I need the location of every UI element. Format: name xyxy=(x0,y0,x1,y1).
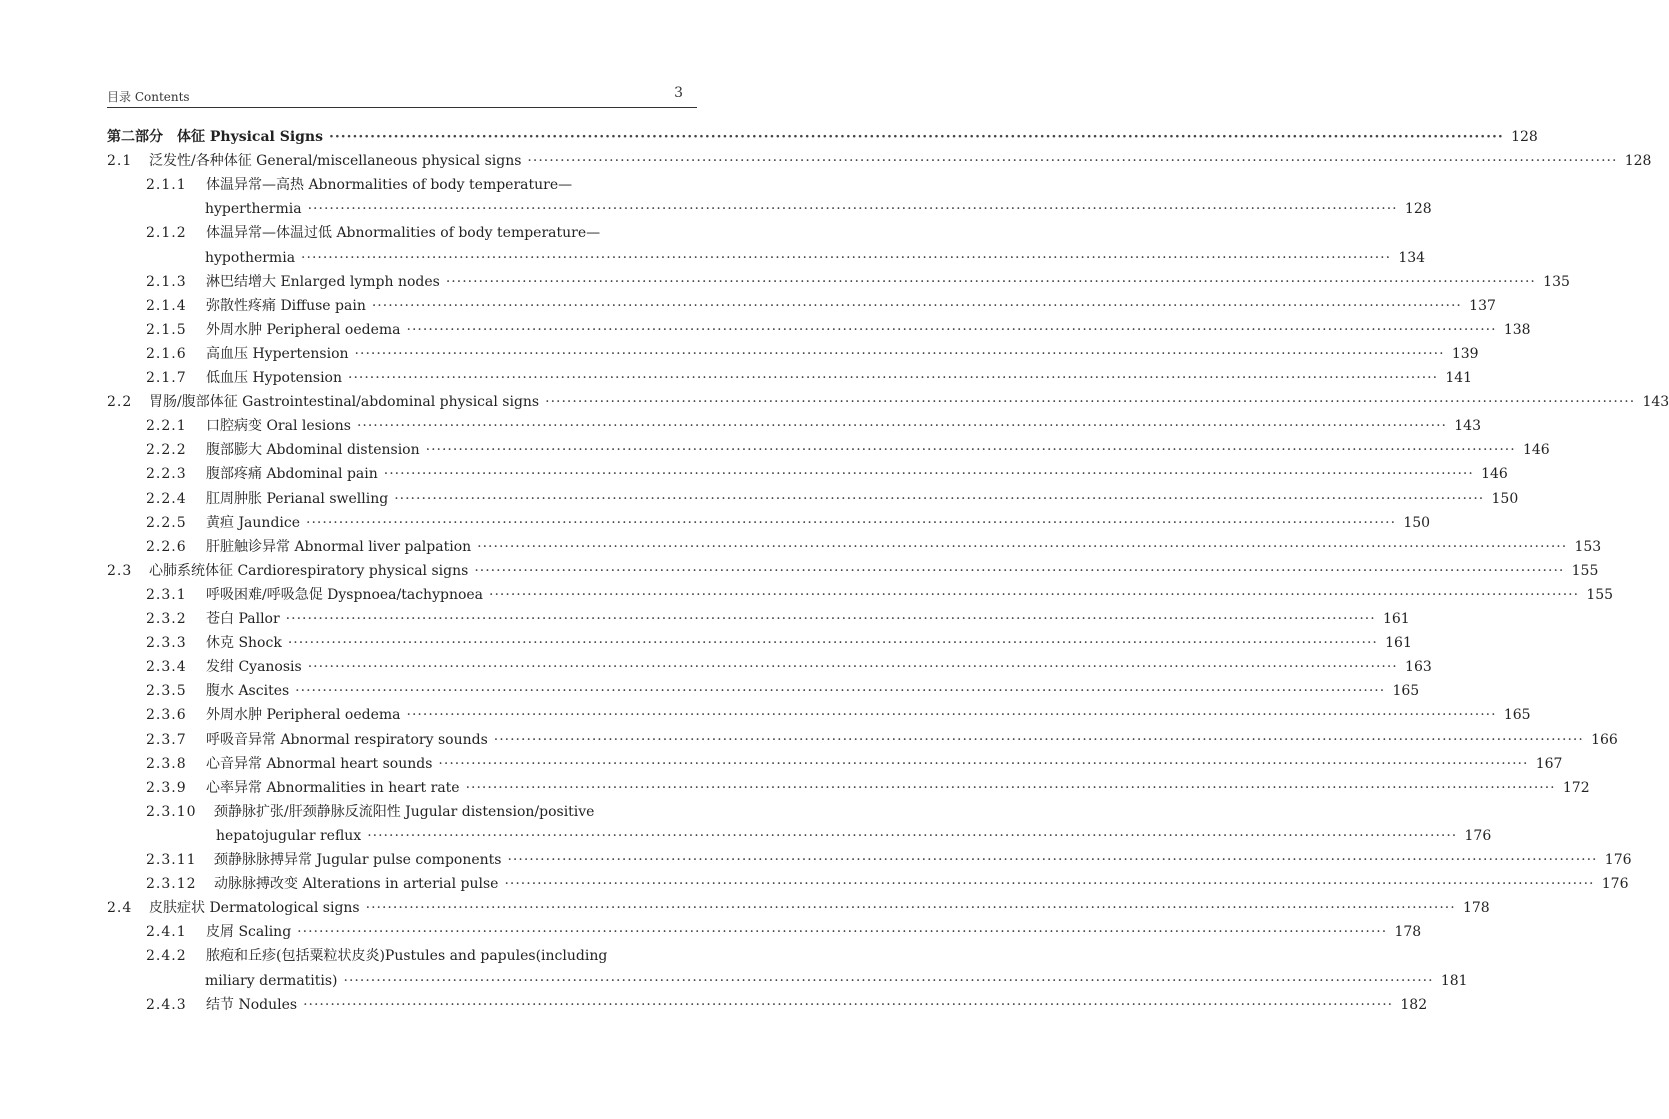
toc-entry xyxy=(146,777,1590,799)
toc-entry-title: 心肺系统体征 Cardiorespiratory physical signs xyxy=(149,563,469,579)
toc-entry-title: 呼吸困难/呼吸急促 Dyspnoea/tachypnoea xyxy=(206,587,484,603)
toc-entry-page: 153 xyxy=(1574,539,1602,555)
toc-entry-page: 176 xyxy=(1604,852,1632,868)
toc-entry xyxy=(107,150,1652,172)
toc-entry-number: 2.3.6 xyxy=(146,707,187,723)
toc-entry-page: 139 xyxy=(1451,346,1479,362)
toc-entry-title: 苍白 Pallor xyxy=(206,611,280,627)
toc-entry-title: 淋巴结增大 Enlarged lymph nodes xyxy=(206,274,440,290)
dot-leader: ········································································································································································································ xyxy=(303,997,1394,1013)
toc-entry-title: hyperthermia xyxy=(205,201,302,217)
dot-leader: ········································································································································································································ xyxy=(477,539,1568,555)
toc-entry xyxy=(146,584,1614,606)
dot-leader: ········································································································································································································ xyxy=(527,153,1618,169)
toc-entry-page: 143 xyxy=(1454,418,1481,434)
dot-leader: ········································································································································································································ xyxy=(383,466,1474,482)
toc-entry-title: 心率异常 Abnormalities in heart rate xyxy=(206,780,460,796)
toc-entry-number: 2.2.5 xyxy=(146,515,187,531)
dot-leader: ········································································································································································································ xyxy=(545,394,1636,410)
toc-entry-page: 167 xyxy=(1535,756,1563,772)
toc-entry-number: 2.3.8 xyxy=(146,756,187,772)
toc-entry-title: 皮屑 Scaling xyxy=(206,924,292,940)
toc-entry xyxy=(146,271,1570,293)
toc-entry-number: 2.3.9 xyxy=(146,780,187,796)
toc-entry xyxy=(146,632,1412,654)
dot-leader: ········································································································································································································ xyxy=(348,370,1439,386)
toc-entry-number: 2.3.1 xyxy=(146,587,187,603)
toc-entry-page: 128 xyxy=(1511,129,1538,145)
toc-entry-number: 2.1.7 xyxy=(146,370,187,386)
dot-leader: ········································································································································································································ xyxy=(474,563,1565,579)
toc-entry-page: 141 xyxy=(1445,370,1473,386)
dot-leader: ········································································································································································································ xyxy=(406,707,1497,723)
toc-entry-title: 发绀 Cyanosis xyxy=(206,659,302,675)
toc-entry-number: 2.2.1 xyxy=(146,418,187,434)
dot-leader: ········································································································································································································ xyxy=(367,828,1458,844)
toc-entry-number: 2.2.2 xyxy=(146,442,187,458)
toc-entry-title: 动脉脉搏改变 Alterations in arterial pulse xyxy=(214,876,499,892)
toc-entry xyxy=(146,656,1432,678)
dot-leader: ········································································································································································································ xyxy=(297,924,1388,940)
dot-leader: ········································································································································································································ xyxy=(438,756,1529,772)
toc-part-heading xyxy=(107,126,1538,148)
toc-entry-title: 颈静脉扩张/肝颈静脉反流阳性 Jugular distension/positive xyxy=(214,804,595,820)
toc-entry-page: 163 xyxy=(1405,659,1432,675)
toc-entry-title: hepatojugular reflux xyxy=(216,828,362,844)
toc-entry xyxy=(146,343,1479,365)
dot-leader: ········································································································································································································ xyxy=(356,418,1447,434)
toc-entry xyxy=(146,680,1420,702)
toc-entry xyxy=(146,512,1431,534)
toc-entry-number: 2.1 xyxy=(107,153,133,169)
toc-entry-title: 呼吸音异常 Abnormal respiratory sounds xyxy=(206,732,488,748)
toc-entry-page: 150 xyxy=(1403,515,1431,531)
toc-entry-title: 腹部膨大 Abdominal distension xyxy=(206,442,420,458)
toc-entry-number: 2.2.6 xyxy=(146,539,187,555)
toc-entry-page: 146 xyxy=(1522,442,1550,458)
toc-entry xyxy=(146,704,1531,726)
dot-leader: ········································································································································································································ xyxy=(295,683,1386,699)
toc-entry-number: 2.3.11 xyxy=(146,852,197,868)
toc-entry-number: 2.2 xyxy=(107,394,133,410)
toc-entry-page: 143 xyxy=(1642,394,1669,410)
dot-leader: ········································································································································································································ xyxy=(394,491,1485,507)
toc-entry-title: 脓疱和丘疹(包括粟粒状皮炎)Pustules and papules(including xyxy=(206,948,608,964)
dot-leader: ········································································································································································································ xyxy=(285,611,1376,627)
toc-entry-title: 结节 Nodules xyxy=(206,997,298,1013)
toc-entry-number: 2.1.2 xyxy=(146,225,187,241)
toc-entry xyxy=(146,801,697,823)
toc-entry-number: 2.1.3 xyxy=(146,274,187,290)
toc-entry-title: 黄疸 Jaundice xyxy=(206,515,301,531)
toc-entry xyxy=(216,825,1492,847)
toc-entry xyxy=(146,921,1422,943)
toc-entry-number: 2.1.1 xyxy=(146,177,187,193)
toc-entry-number: 2.3.12 xyxy=(146,876,197,892)
toc-entry-title: 体温异常—体温过低 Abnormalities of body temperature— xyxy=(206,225,601,241)
toc-entry-page: 128 xyxy=(1624,153,1652,169)
dot-leader: ········································································································································································································ xyxy=(301,250,1392,266)
header-title: 目录 Contents xyxy=(107,90,190,104)
toc-entry-number: 2.3 xyxy=(107,563,133,579)
toc-entry-page: 172 xyxy=(1562,780,1590,796)
toc-entry-page: 146 xyxy=(1481,466,1508,482)
toc-entry-number: 2.3.2 xyxy=(146,611,187,627)
toc-entry-page: 176 xyxy=(1464,828,1492,844)
toc-entry-title: miliary dermatitis) xyxy=(205,973,338,989)
toc-entry-number: 2.4.3 xyxy=(146,997,187,1013)
toc-entry xyxy=(146,439,1550,461)
dot-leader: ········································································································································································································ xyxy=(493,732,1584,748)
toc-entry xyxy=(205,970,1468,992)
toc-entry xyxy=(146,753,1563,775)
toc-entry xyxy=(146,367,1473,389)
dot-leader: ········································································································································································································ xyxy=(504,876,1595,892)
toc-entry xyxy=(146,729,1618,751)
toc-entry-number: 2.4.2 xyxy=(146,948,187,964)
toc-entry-number: 2.2.3 xyxy=(146,466,187,482)
toc-entry-page: 165 xyxy=(1503,707,1531,723)
toc-entry xyxy=(146,849,1632,871)
toc-entry xyxy=(146,415,1481,437)
toc-entry-page: 137 xyxy=(1469,298,1496,314)
toc-entry-title: 弥散性疼痛 Diffuse pain xyxy=(206,298,366,314)
toc-entry xyxy=(146,174,697,196)
toc-entry xyxy=(146,222,697,244)
toc-entry-title: 口腔病变 Oral lesions xyxy=(206,418,351,434)
toc-entry-number: 2.3.3 xyxy=(146,635,187,651)
dot-leader: ········································································································································································································ xyxy=(371,298,1462,314)
dot-leader: ········································································································································································································ xyxy=(287,635,1378,651)
toc-entry-page: 155 xyxy=(1586,587,1614,603)
toc-entry-number: 2.3.7 xyxy=(146,732,187,748)
toc-entry-title: 皮肤症状 Dermatological signs xyxy=(149,900,360,916)
toc-entry-page: 181 xyxy=(1440,973,1468,989)
toc-entry-title: 泛发性/各种体征 General/miscellaneous physical signs xyxy=(149,153,522,169)
toc-entry-number: 2.1.5 xyxy=(146,322,187,338)
dot-leader: ········································································································································································································ xyxy=(343,973,1434,989)
toc-entry xyxy=(146,463,1508,485)
toc-entry-page: 165 xyxy=(1392,683,1420,699)
toc-entry-title: 休克 Shock xyxy=(206,635,282,651)
toc-entry xyxy=(205,198,1432,220)
dot-leader: ········································································································································································································ xyxy=(307,201,1398,217)
toc-entry-title: 高血压 Hypertension xyxy=(206,346,349,362)
toc-entry-title: hypothermia xyxy=(205,250,296,266)
toc-entry-title: 颈静脉脉搏异常 Jugular pulse components xyxy=(214,852,502,868)
dot-leader: ········································································································································································································ xyxy=(307,659,1398,675)
toc-entry-page: 178 xyxy=(1462,900,1490,916)
toc-entry-page: 182 xyxy=(1400,997,1428,1013)
toc-entry xyxy=(146,488,1519,510)
toc-entry-page: 166 xyxy=(1591,732,1618,748)
toc-entry-page: 150 xyxy=(1491,491,1519,507)
page-number: 3 xyxy=(674,85,683,101)
toc-entry-title: 低血压 Hypotension xyxy=(206,370,342,386)
toc-entry-page: 134 xyxy=(1398,250,1426,266)
dot-leader: ········································································································································································································ xyxy=(489,587,1580,603)
toc-entry-page: 135 xyxy=(1543,274,1570,290)
toc-entry xyxy=(146,994,1428,1016)
toc-entry-number: 2.1.6 xyxy=(146,346,187,362)
toc-entry xyxy=(107,391,1669,413)
dot-leader: ········································································································································································································ xyxy=(465,780,1556,796)
dot-leader: ········································································································································································································ xyxy=(354,346,1445,362)
toc-entry-number: 2.3.5 xyxy=(146,683,187,699)
toc-entry xyxy=(146,873,1629,895)
toc-entry-title: 外周水肿 Peripheral oedema xyxy=(206,707,401,723)
toc-entry-title: 体温异常—高热 Abnormalities of body temperature— xyxy=(206,177,573,193)
dot-leader: ········································································································································································································ xyxy=(425,442,1516,458)
toc-entry-page: 128 xyxy=(1404,201,1432,217)
dot-leader: ········································································································································································································ xyxy=(328,129,1504,145)
toc-entry-number: 2.3.10 xyxy=(146,804,197,820)
toc-entry-page: 178 xyxy=(1394,924,1422,940)
toc-entry-page: 138 xyxy=(1503,322,1531,338)
toc-entry xyxy=(107,897,1490,919)
toc-entry xyxy=(205,247,1426,269)
toc-entry-number: 2.4 xyxy=(107,900,133,916)
dot-leader: ········································································································································································································ xyxy=(306,515,1397,531)
dot-leader: ········································································································································································································ xyxy=(365,900,1456,916)
toc-entry-title: 外周水肿 Peripheral oedema xyxy=(206,322,401,338)
toc-entry xyxy=(146,319,1531,341)
toc-entry xyxy=(146,295,1496,317)
toc-entry-title: 第二部分 体征 Physical Signs xyxy=(107,129,323,145)
toc-entry-page: 161 xyxy=(1385,635,1412,651)
toc-entry-number: 2.1.4 xyxy=(146,298,187,314)
toc-entry-number: 2.4.1 xyxy=(146,924,187,940)
toc-entry-page: 155 xyxy=(1571,563,1599,579)
toc-entry xyxy=(146,536,1602,558)
toc-entry-title: 胃肠/腹部体征 Gastrointestinal/abdominal physical signs xyxy=(149,394,540,410)
toc-entry-number: 2.3.4 xyxy=(146,659,187,675)
toc-entry-title: 腹水 Ascites xyxy=(206,683,290,699)
dot-leader: ········································································································································································································ xyxy=(507,852,1598,868)
toc-entry-title: 腹部疼痛 Abdominal pain xyxy=(206,466,378,482)
toc-entry-page: 176 xyxy=(1601,876,1629,892)
toc-entry xyxy=(107,560,1599,582)
toc-entry xyxy=(146,608,1410,630)
toc-entry-number: 2.2.4 xyxy=(146,491,187,507)
dot-leader: ········································································································································································································ xyxy=(406,322,1497,338)
toc-entry-title: 肝脏触诊异常 Abnormal liver palpation xyxy=(206,539,472,555)
dot-leader: ········································································································································································································ xyxy=(445,274,1536,290)
toc-entry-title: 心音异常 Abnormal heart sounds xyxy=(206,756,433,772)
toc-entry xyxy=(146,945,697,967)
toc-entry-title: 肛周肿胀 Perianal swelling xyxy=(206,491,389,507)
toc-entry-page: 161 xyxy=(1382,611,1410,627)
